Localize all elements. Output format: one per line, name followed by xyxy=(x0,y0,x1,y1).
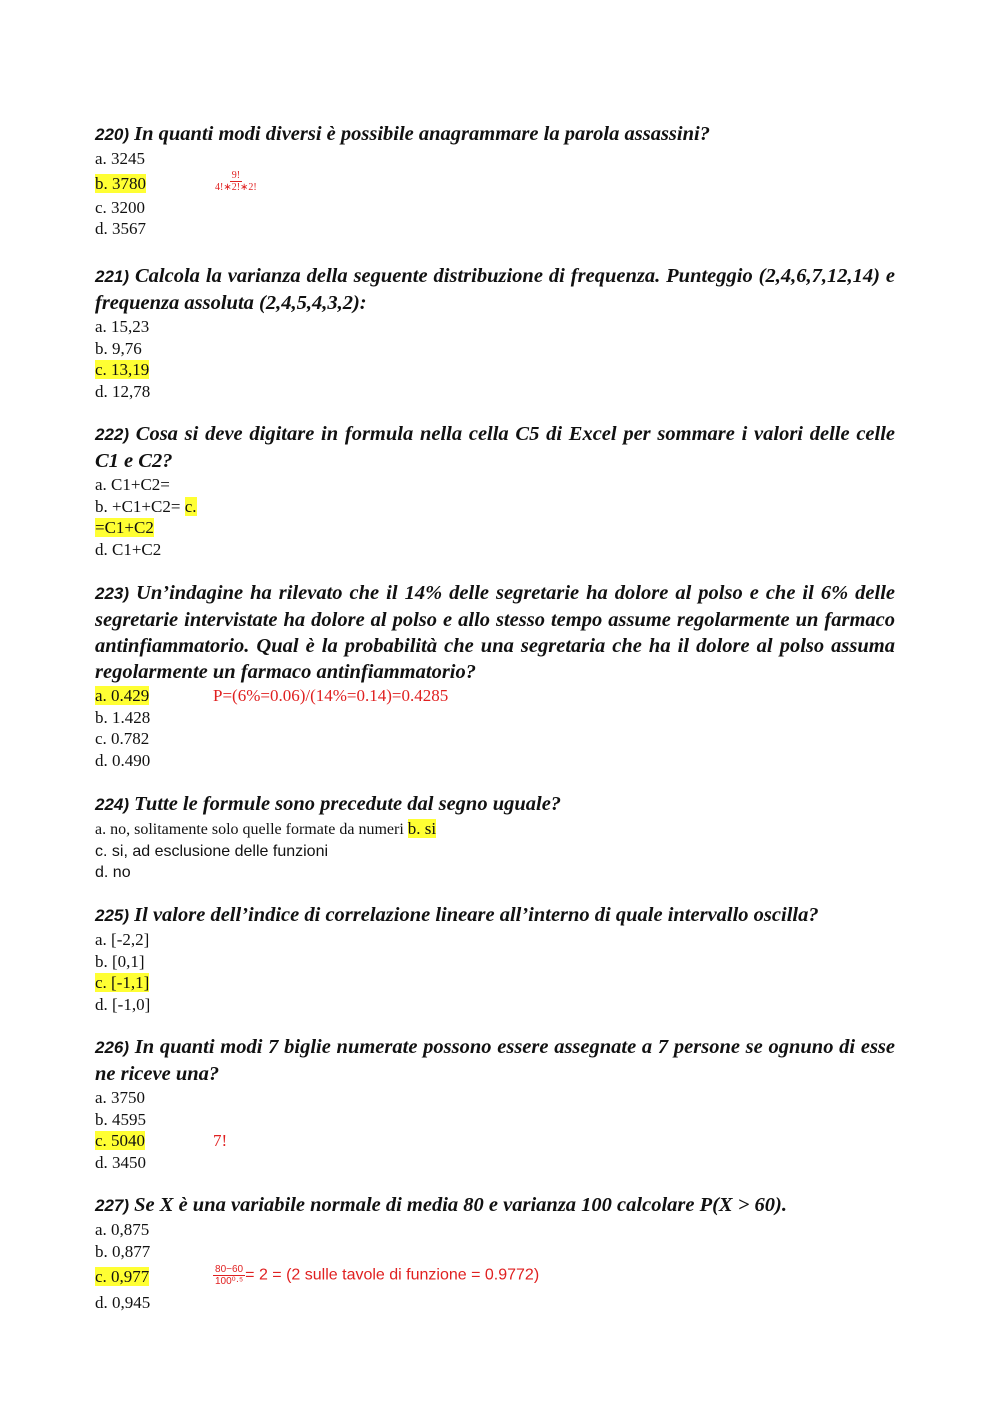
option-c: c. 3200 xyxy=(95,197,146,217)
option-c-correct xyxy=(95,1130,895,1152)
highlighted-answer: b. 3780 xyxy=(95,173,146,193)
question-text xyxy=(95,902,895,929)
question-220 xyxy=(95,121,895,240)
option-b: b. [0,1] xyxy=(95,951,145,971)
question-body: Calcola la varianza della seguente distribuzione di frequenza. Punteggio (2,4,6,7,12,14) e frequenza assoluta (2,4,5,4,3,2): xyxy=(95,265,896,314)
question-text xyxy=(95,263,895,316)
annotation-formula: 7! xyxy=(213,1131,228,1150)
option-d: d. no xyxy=(95,864,131,881)
highlighted-answer: b. si xyxy=(407,819,437,838)
question-223 xyxy=(95,580,895,771)
question-number: 225) xyxy=(95,906,130,925)
option-a: a. no, solitamente solo quelle formate da numeri b. si xyxy=(95,819,437,838)
highlighted-answer: c. 13,19 xyxy=(95,360,150,379)
question-body: Se X è una variabile normale di media 80 e varianza 100 calcolare P(X > 60). xyxy=(134,1194,787,1216)
question-226 xyxy=(95,1034,895,1173)
option-d: d. [-1,0] xyxy=(95,994,151,1014)
option-b: b. 0,877 xyxy=(95,1241,151,1261)
option-c-correct xyxy=(95,359,895,381)
option-a-correct xyxy=(95,685,895,707)
question-text xyxy=(95,791,895,818)
option-c: c. 0.782 xyxy=(95,729,150,748)
option-d: d. 12,78 xyxy=(95,381,151,401)
highlighted-answer: c. [-1,1] xyxy=(95,973,150,992)
option-c-correct xyxy=(95,972,895,994)
highlighted-answer: c. xyxy=(184,496,197,516)
option-a: a. [-2,2] xyxy=(95,930,150,949)
annotation-formula: P=(6%=0.06)/(14%=0.14)=0.4285 xyxy=(213,686,449,705)
option-a: a. 0,875 xyxy=(95,1220,150,1239)
option-b: b. +C1+C2= c. xyxy=(95,496,197,516)
question-body: Cosa si deve digitare in formula nella cella C5 di Excel per sommare i valori delle celle C1 e C2? xyxy=(95,423,896,472)
question-number: 220) xyxy=(95,125,130,144)
option-b: b. 4595 xyxy=(95,1109,146,1129)
question-222 xyxy=(95,421,895,560)
question-227 xyxy=(95,1192,895,1314)
question-224 xyxy=(95,791,895,884)
question-body: Un’indagine ha rilevato che il 14% delle segretarie ha dolore al polso e che il 6% delle segretarie intervistate ha dolore al polso e allo stesso tempo assume regolarmente un farmaco antinfiammatorio. Qual è la probabilità che una segretaria che ha il dolore al polso assuma regolarmente un farmaco antinfiammatorio? xyxy=(95,582,896,683)
highlighted-answer: c. 5040 xyxy=(95,1131,146,1150)
question-225 xyxy=(95,902,895,1015)
question-number: 222) xyxy=(95,425,130,444)
question-number: 227) xyxy=(95,1196,130,1215)
option-b: b. 9,76 xyxy=(95,338,142,358)
question-number: 223) xyxy=(95,584,130,603)
question-body: In quanti modi 7 biglie numerate possono essere assegnate a 7 persone se ognuno di esse ne riceve una? xyxy=(95,1036,895,1085)
option-d: d. 3567 xyxy=(95,219,146,238)
question-text xyxy=(95,421,895,474)
option-d: d. 0.490 xyxy=(95,750,151,770)
option-d: d. C1+C2 xyxy=(95,539,162,559)
option-a: a. 15,23 xyxy=(95,317,150,336)
option-b-correct xyxy=(95,170,895,197)
option-d: d. 0,945 xyxy=(95,1293,151,1312)
annotation-formula: $\frac{9!}{4!∗2!∗2!}$ xyxy=(215,169,257,193)
option-a: a. 3245 xyxy=(95,149,146,168)
question-221 xyxy=(95,263,895,402)
question-body: In quanti modi diversi è possibile anagrammare la parola assassini? xyxy=(134,123,710,145)
question-text xyxy=(95,121,895,148)
highlighted-answer: a. 0.429 xyxy=(95,686,150,705)
highlighted-answer: =C1+C2 xyxy=(95,518,154,537)
option-c-correct xyxy=(95,517,895,539)
option-b: b. 1.428 xyxy=(95,707,151,727)
highlighted-answer: c. 0,977 xyxy=(95,1267,150,1286)
question-body: Il valore dell’indice di correlazione lineare all’interno di quale intervallo oscilla? xyxy=(134,904,819,926)
option-d: d. 3450 xyxy=(95,1152,146,1172)
question-text xyxy=(95,1192,895,1219)
question-text xyxy=(95,580,895,685)
option-a: a. C1+C2= xyxy=(95,475,170,494)
question-number: 226) xyxy=(95,1038,130,1057)
question-text xyxy=(95,1034,895,1087)
annotation-formula: $\frac{80-60}{\text{100⁰·⁵}}$ = 2 = (2 sulle tavole di funzione = 0.9772) xyxy=(215,1264,540,1287)
option-c-correct xyxy=(95,1262,895,1292)
question-number: 224) xyxy=(95,795,130,814)
question-body: Tutte le formule sono precedute dal segno uguale? xyxy=(134,793,562,815)
option-a: a. 3750 xyxy=(95,1088,146,1107)
question-number: 221) xyxy=(95,267,130,286)
option-c: c. si, ad esclusione delle funzioni xyxy=(95,842,329,860)
